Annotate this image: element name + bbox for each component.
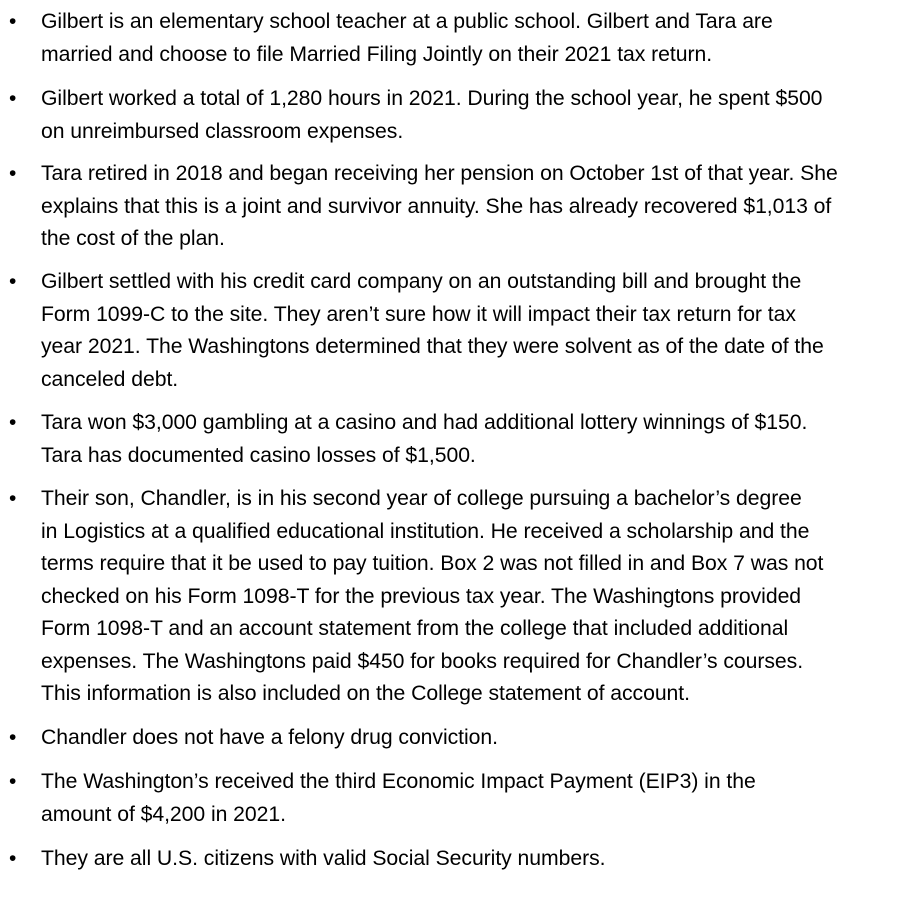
text-line: expenses. The Washingtons paid $450 for books required for Chandler’s courses. (41, 649, 804, 673)
text-line: Form 1098-T and an account statement from the college that included additional (41, 617, 789, 640)
text-line: Tara won $3,000 gambling at a casino and had additional lottery winnings of $150. (41, 411, 808, 434)
text-line: This information is also included on the College statement of account. (41, 682, 690, 705)
text-line: amount of $4,200 in 2021. (41, 802, 286, 826)
text-line: Chandler does not have a felony drug conviction. (41, 726, 498, 749)
text-line: Tara has documented casino losses of $1,500. (41, 443, 476, 467)
text-line: Gilbert worked a total of 1,280 hours in 2021. During the school year, he spent $500 (41, 87, 823, 110)
bullet-text (41, 766, 911, 831)
text-line: They are all U.S. citizens with valid Social Security numbers. (41, 847, 606, 870)
bullet-text (41, 407, 911, 472)
text-line: Form 1099-C to the site. They aren’t sure how it will impact their tax return for tax (41, 302, 796, 326)
text-line: Gilbert settled with his credit card company on an outstanding bill and brought the (41, 270, 802, 293)
bullet-dot-icon: • (9, 87, 17, 110)
text-line: The Washington’s received the third Economic Impact Payment (EIP3) in the (41, 770, 756, 793)
text-line: Their son, Chandler, is in his second year of college pursuing a bachelor’s degree (41, 487, 802, 510)
bullet-text (41, 158, 911, 256)
bullet-dot-icon: • (9, 162, 17, 185)
bullet-dot-icon: • (9, 726, 17, 749)
text-line: in Logistics at a qualified educational institution. He received a scholarship and the (41, 519, 810, 543)
text-line: the cost of the plan. (41, 227, 225, 250)
text-line: year 2021. The Washingtons determined that they were solvent as of the date of the (41, 335, 824, 358)
text-line: Tara retired in 2018 and began receiving her pension on October 1st of that year. She (41, 162, 838, 185)
text-line: on unreimbursed classroom expenses. (41, 119, 404, 143)
bullet-text (41, 483, 911, 711)
bullet-dot-icon: • (9, 10, 17, 33)
bullet-dot-icon: • (9, 411, 17, 434)
bullet-dot-icon: • (9, 847, 17, 870)
text-line: explains that this is a joint and survivor annuity. She has already recovered $1,013 of (41, 194, 832, 218)
bullet-text (41, 83, 911, 148)
text-line: married and choose to file Married Filing Jointly on their 2021 tax return. (41, 42, 713, 66)
bullet-dot-icon: • (9, 770, 17, 793)
bullet-text (41, 266, 911, 396)
bullet-text (41, 6, 911, 71)
text-line: Gilbert is an elementary school teacher at a public school. Gilbert and Tara are (41, 10, 773, 33)
bullet-text (41, 722, 911, 755)
text-line: canceled debt. (41, 367, 179, 391)
bullet-dot-icon: • (9, 270, 17, 293)
bullet-dot-icon: • (9, 487, 17, 510)
bullet-text (41, 843, 911, 876)
text-line: terms require that it be used to pay tuition. Box 2 was not filled in and Box 7 was not (41, 552, 824, 575)
text-line: checked on his Form 1098-T for the previous tax year. The Washingtons provided (41, 584, 802, 608)
